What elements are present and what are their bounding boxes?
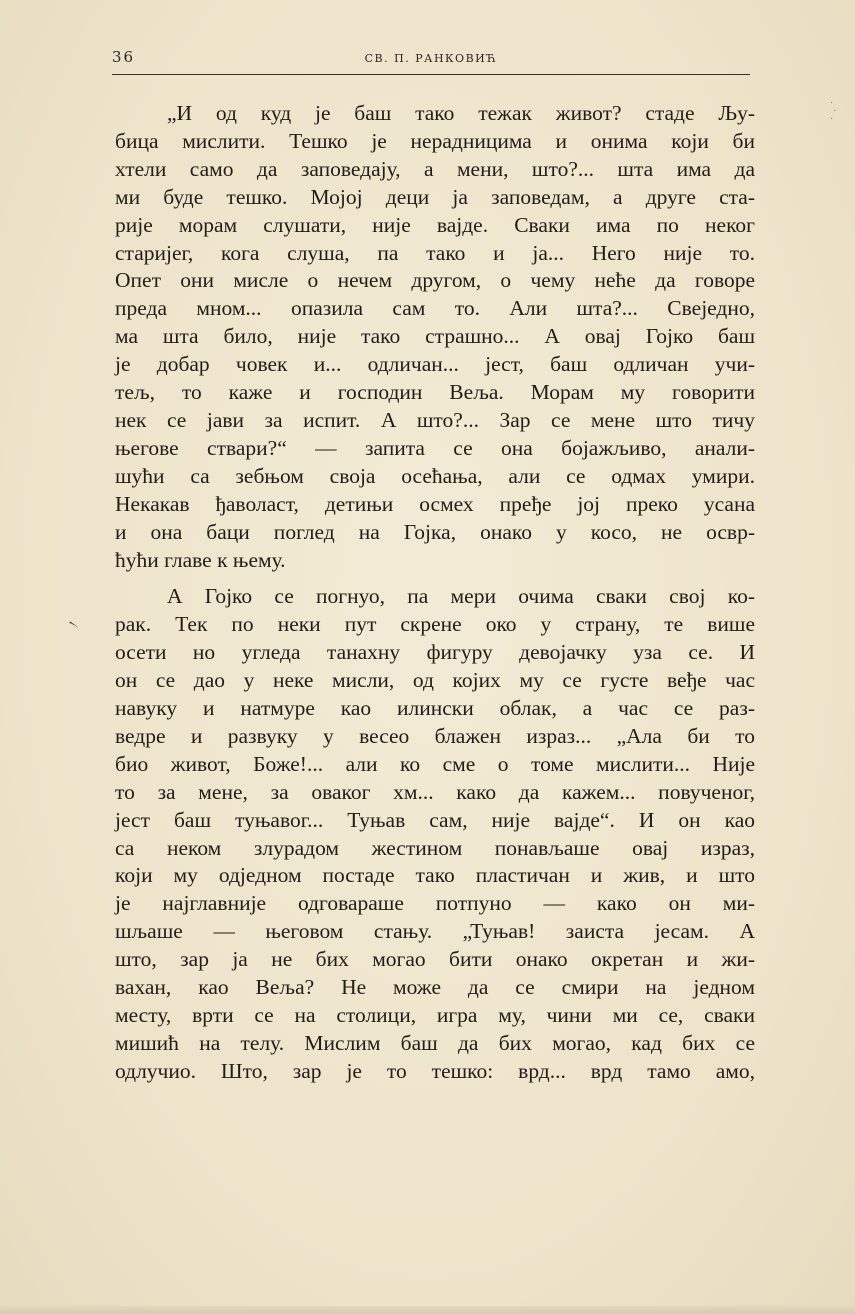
text-line: вахан, као Веља? Не може да се смири на једном (115, 975, 755, 1000)
text-line: тељ, то каже и господин Веља. Морам му говорити (115, 380, 755, 405)
text-line: са неком злурадом жестином понављаше овај израз, (115, 835, 755, 860)
text-line: јест баш туњавог... Туњав сам, није вајде“. И он као (115, 807, 755, 832)
text-line: „И од куд је баш тако тежак живот? стаде Љу- (167, 101, 755, 125)
text-line: Некакав ђаволаст, детињи осмех пређе јој преко усана (115, 491, 755, 516)
text-line: бица мислити. Тешко је нерадницима и онима који би (115, 128, 755, 153)
text-line: одлучио. Што, зар је то тешко: врд... врд тамо амо, (115, 1058, 755, 1083)
text-line: који му одједном постаде тако пластичан и жив, и што (115, 863, 755, 888)
text-line: био живот, Боже!... али ко сме о томе мислити... Није (115, 751, 755, 776)
text-line: Опет они мисле о нечем другом, о чему неће да говоре (115, 268, 755, 293)
text-line: шући са зебњом своја осећања, али се одмах умири. (115, 463, 755, 488)
page-number: 36 (112, 48, 136, 66)
text-line: рак. Тек по неки пут скрене око у страну, те више (115, 612, 755, 637)
text-line: ми буде тешко. Мојој деци ја заповедам, а друге ста- (115, 184, 755, 209)
text-line: што, зар ја не бих могао бити онако окретан и жи- (115, 947, 755, 972)
margin-mark: ৲ (66, 611, 79, 629)
text-line: навуку и натмуре као илински облак, а час се раз- (115, 696, 755, 721)
text-line: рије морам слушати, није вајде. Сваки има по неког (115, 212, 755, 237)
page-bottom-edge (0, 1306, 855, 1314)
text-line: хтели само да заповедају, а мени, што?... шта има да (115, 156, 755, 181)
paragraph-1 (115, 100, 755, 574)
text-line: мишић на телу. Мислим баш да бих могао, кад бих се (115, 1030, 755, 1055)
text-line: шљаше — његовом стању. „Туњав! заиста јесам. А (115, 919, 755, 944)
running-head (112, 48, 750, 74)
text-line: А Гојко се погнуо, па мери очима сваки свој ко- (167, 584, 755, 609)
text-line: његове ствари?“ — запита се она бојажљиво, анали- (115, 435, 755, 460)
paragraph-2 (115, 583, 755, 1085)
text-line: ћући главе к њему. (115, 547, 286, 572)
text-line: месту, врти се на столици, игра му, чини ми се, сваки (115, 1003, 755, 1027)
text-line: осети но угледа танахну фигуру девојачку уза се. И (115, 640, 755, 665)
body-text (115, 100, 755, 1086)
text-line: то за мене, за оваког хм... како да кажем... повученог, (115, 779, 755, 804)
text-line: преда мном... опазила сам то. Али шта?... Свеједно, (115, 296, 755, 321)
edge-specks: · · · (830, 98, 837, 125)
text-line: је добар човек и... одличан... јест, баш одличан учи- (115, 352, 755, 377)
text-line: ведре и развуку у весео блажен израз... „Ала би то (115, 723, 755, 748)
text-line: и она баци поглед на Гојка, онако у косо, не освр- (115, 519, 755, 544)
text-line: он се дао у неке мисли, од којих му се густе веђе час (115, 668, 755, 693)
running-title: СВ. П. РАНКОВИЋ (364, 52, 498, 65)
text-line: је најглавније одговараше потпуно — како он ми- (115, 891, 755, 916)
text-line: ма шта било, није тако страшно... А овај Гојко баш (115, 324, 755, 349)
text-line: старијег, кога слуша, па тако и ја... Него није то. (115, 240, 755, 265)
header-rule (112, 74, 750, 75)
text-line: нек се јави за испит. А што?... Зар се мене што тичу (115, 407, 755, 432)
